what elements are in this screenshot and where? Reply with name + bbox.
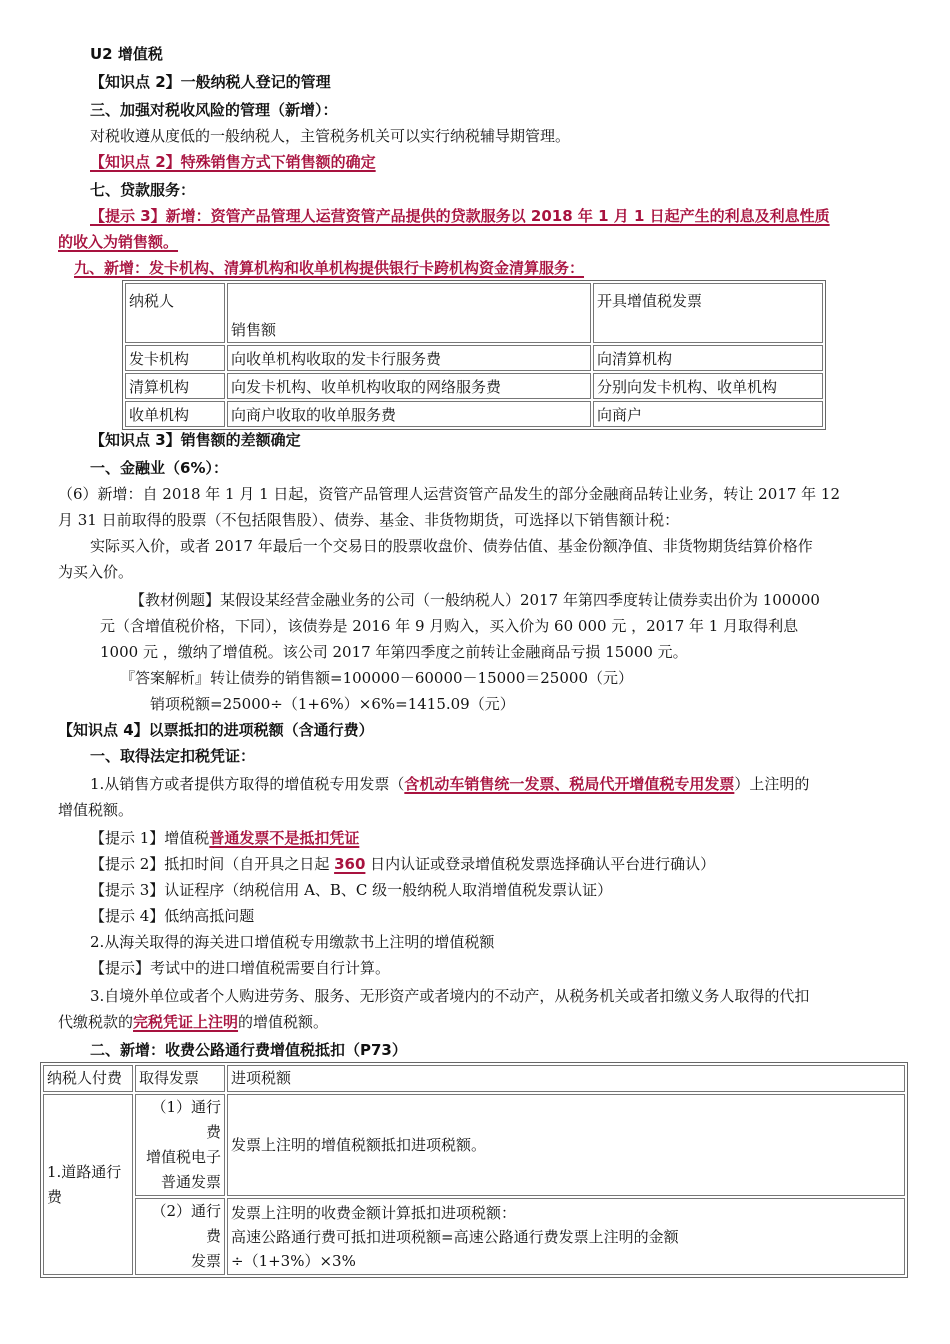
highlight-heading: 九、新增：发卡机构、清算机构和收单机构提供银行卡跨机构资金清算服务： [74, 259, 585, 277]
note-line: 【提示】考试中的进口增值税需要自行计算。 [90, 959, 391, 977]
table-cell [135, 1094, 225, 1196]
clearing-services-table [122, 280, 826, 430]
highlighted-text: 含机动车销售统一发票、税局代开增值税专用发票 [404, 775, 735, 793]
highlighted-text: 普通发票不是抵扣凭证 [209, 829, 360, 847]
cell-line: 高速公路通行费可抵扣进项税额=高速公路通行费发票上注明的金额 [231, 1227, 679, 1246]
table-row [125, 345, 823, 371]
table-header-cell: 进项税额 [227, 1065, 905, 1092]
table-header-cell: 纳税人付费 [43, 1065, 133, 1092]
text-segment: 【提示 2】抵扣时间（自开具之日起 [90, 855, 335, 873]
table-cell: 向商户收取的收单服务费 [227, 401, 591, 427]
highlighted-text: 360 [334, 855, 366, 873]
highlighted-text: 完税凭证上注明 [133, 1013, 239, 1031]
cell-line: （1）通行费 [151, 1098, 221, 1141]
paragraph-continued: 月 31 日前取得的股票（不包括限售股）、债券、基金、非货物期货，可选择以下销售额计税： [58, 511, 680, 529]
answer-text: 『答案解析』转让债券的销售额=100000－60000－15000＝25000（元） [120, 669, 633, 687]
note-line [90, 854, 715, 874]
text-segment: ）上注明的 [734, 775, 810, 793]
table-cell: 向商户 [593, 401, 823, 427]
paragraph-continued: 增值税额。 [58, 801, 134, 819]
section-heading: 【知识点 4】以票抵扣的进项税额（含通行费） [58, 721, 374, 739]
table-cell [135, 1198, 225, 1275]
cell-line: 1.道路通行 [47, 1162, 122, 1181]
section-heading: 【知识点 2】一般纳税人登记的管理 [90, 73, 331, 91]
text-segment: 日内认证或登录增值税发票选择确认平台进行确认） [365, 855, 716, 873]
table-cell: 发卡机构 [125, 345, 225, 371]
table-row [125, 401, 823, 427]
answer-text: 销项税额=25000÷（1+6%）×6%=1415.09（元） [150, 695, 515, 713]
note-line: 【提示 3】认证程序（纳税信用 A、B、C 级一般纳税人取消增值税发票认证） [90, 881, 613, 899]
cell-line: （2）通行费 [151, 1202, 221, 1245]
paragraph: 3.自境外单位或者个人购进劳务、服务、无形资产或者境内的不动产，从税务机关或者扣缴义务人取得的代扣 [90, 987, 810, 1005]
text-segment: 的增值税额。 [238, 1013, 329, 1031]
example-text: 1000 元 ，缴纳了增值税。该公司 2017 年第四季度之前转让金融商品亏损 15000 元。 [100, 643, 688, 661]
sub-heading: 三、加强对税收风险的管理（新增）： [90, 101, 338, 119]
table-cell: 分别向发卡机构、收单机构 [593, 373, 823, 399]
cell-line: 费 [47, 1187, 63, 1206]
paragraph-continued [58, 1012, 328, 1032]
table-header-row [125, 283, 823, 343]
toll-fee-table [40, 1062, 908, 1278]
paragraph: （6）新增：自 2018 年 1 月 1 日起，资管产品管理人运营资管产品发生的部分金融商品转让业务，转让 2017 年 12 [58, 485, 840, 503]
table-header-cell: 纳税人 [125, 283, 225, 343]
paragraph: 对税收遵从度低的一般纳税人，主管税务机关可以实行纳税辅导期管理。 [90, 127, 571, 145]
paragraph: 实际买入价，或者 2017 年最后一个交易日的股票收盘价、债券估值、基金份额净值、非货物期货结算价格作 [90, 537, 813, 555]
paragraph: 2.从海关取得的海关进口增值税专用缴款书上注明的增值税额 [90, 933, 495, 951]
paragraph [90, 774, 809, 794]
table-cell: 向清算机构 [593, 345, 823, 371]
table-cell: 清算机构 [125, 373, 225, 399]
cell-line: 发票 [190, 1252, 221, 1270]
table-cell: 收单机构 [125, 401, 225, 427]
text-segment: 代缴税款的 [58, 1013, 134, 1031]
table-header-row [43, 1065, 905, 1092]
table-cell [227, 1198, 905, 1275]
section-heading-highlighted: 【知识点 2】特殊销售方式下销售额的确定 [90, 153, 376, 171]
table-cell: 发票上注明的增值税额抵扣进项税额。 [227, 1094, 905, 1196]
table-cell: 向发卡机构、收单机构收取的网络服务费 [227, 373, 591, 399]
document-title: U2 增值税 [90, 45, 163, 63]
cell-line: ÷（1+3%）×3% [231, 1251, 356, 1270]
table-header-cell: 销售额 [227, 283, 591, 343]
text-segment: 【提示 1】增值税 [90, 829, 210, 847]
cell-line: 发票上注明的收费金额计算抵扣进项税额： [231, 1203, 517, 1222]
table-cell [43, 1094, 133, 1275]
cell-line: 普通发票 [160, 1173, 221, 1191]
sub-heading: 一、金融业（6%）： [90, 459, 228, 477]
table-cell: 向收单机构收取的发卡行服务费 [227, 345, 591, 371]
table-row [125, 373, 823, 399]
sub-heading: 二、新增：收费公路通行费增值税抵扣（P73） [90, 1041, 407, 1059]
sub-heading: 七、贷款服务： [90, 181, 196, 199]
section-heading: 【知识点 3】销售额的差额确定 [90, 431, 301, 449]
highlight-note: 【提示 3】新增：资管产品管理人运营资管产品提供的贷款服务以 2018 年 1 月 1 日起产生的利息及利息性质 [90, 207, 830, 225]
text-segment: 1.从销售方或者提供方取得的增值税专用发票（ [90, 775, 405, 793]
note-line: 【提示 4】低纳高抵问题 [90, 907, 255, 925]
cell-line: 增值税电子 [145, 1148, 221, 1166]
table-row [43, 1198, 905, 1275]
sub-heading: 一、取得法定扣税凭证： [90, 747, 256, 765]
example-text: 元（含增值税价格，下同），该债券是 2016 年 9 月购入，买入价为 60 000 元 ，2017 年 1 月取得利息 [100, 617, 799, 635]
table-row [43, 1094, 905, 1196]
example-text: 【教材例题】某假设某经营金融业务的公司（一般纳税人）2017 年第四季度转让债券卖出价为 100000 [130, 591, 820, 609]
paragraph-continued: 为买入价。 [58, 563, 134, 581]
note-line [90, 828, 359, 848]
highlight-note-continued: 的收入为销售额。 [58, 233, 179, 251]
table-header-cell: 开具增值税发票 [593, 283, 823, 343]
table-header-cell: 取得发票 [135, 1065, 225, 1092]
